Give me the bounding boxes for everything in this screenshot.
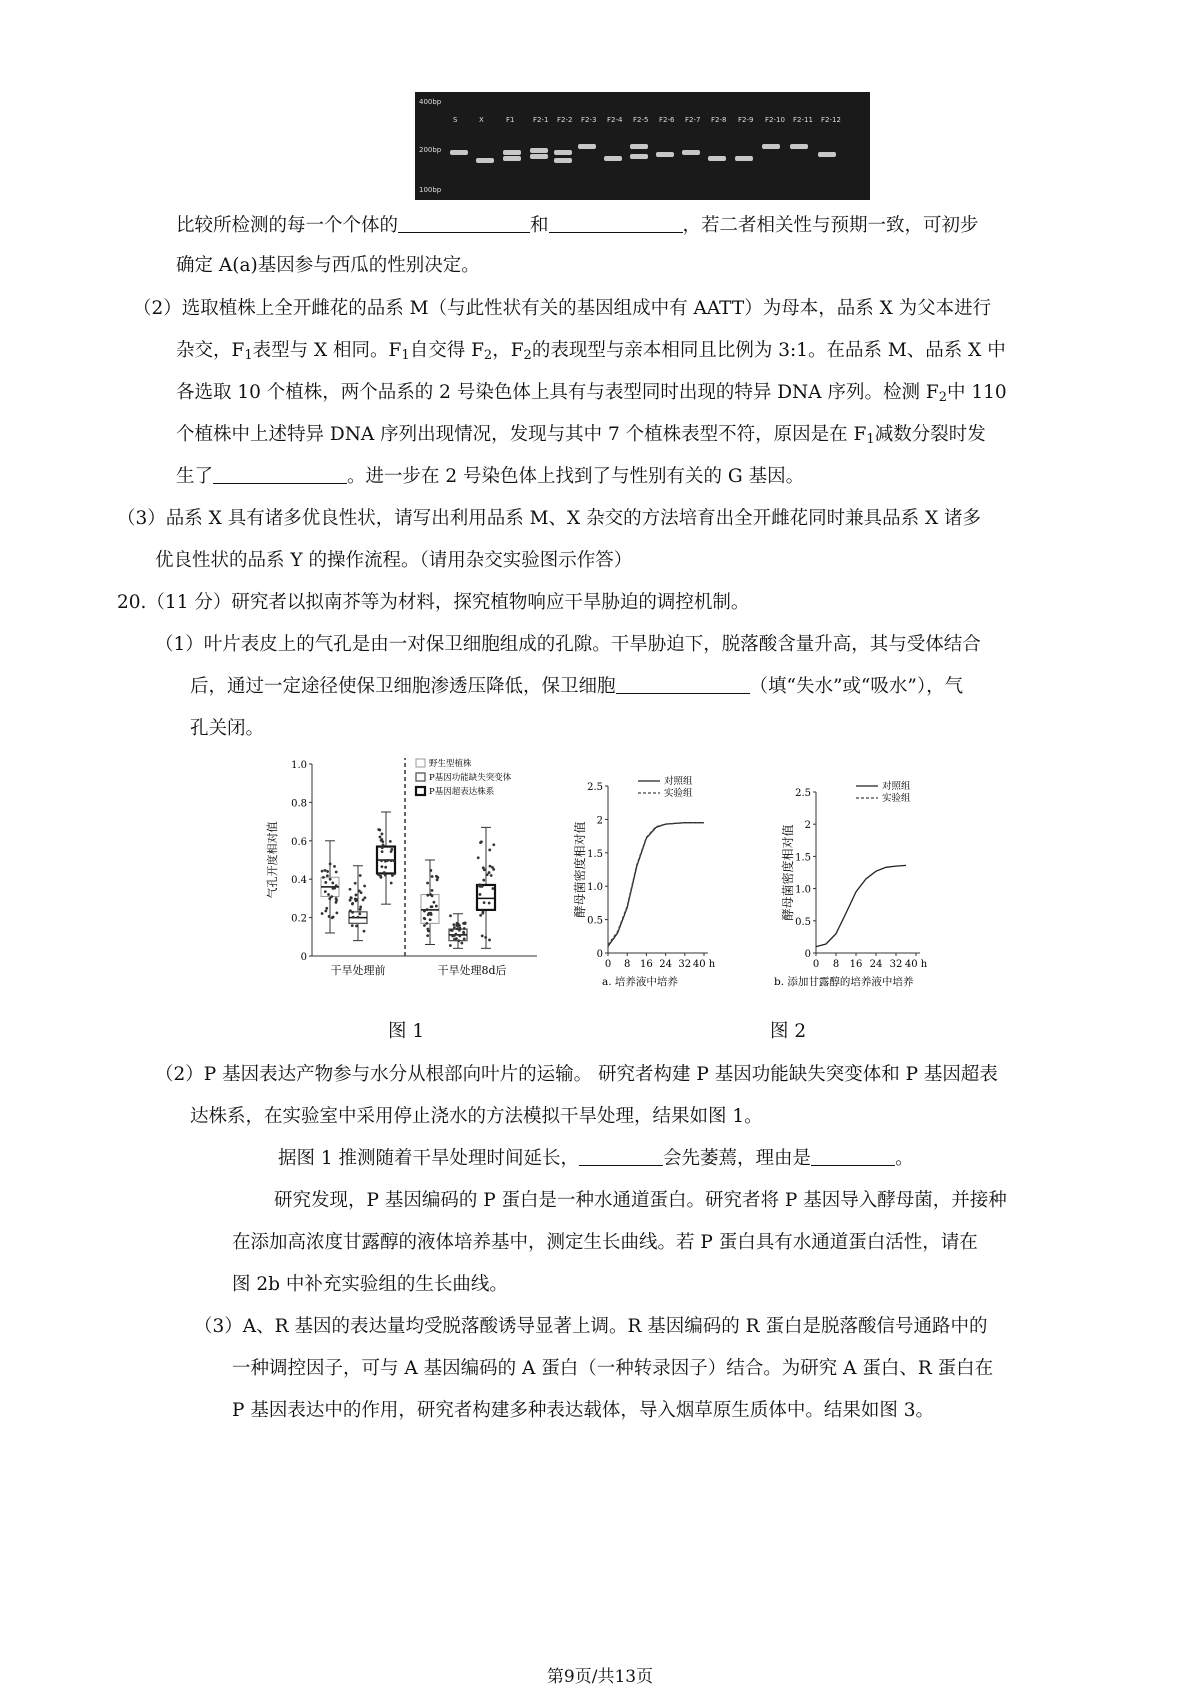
data-point	[381, 846, 384, 849]
subscript: 1	[866, 432, 875, 447]
data-point	[349, 899, 352, 902]
text: 杂交，F	[176, 340, 245, 361]
legend-label: P基因超表达株系	[429, 787, 495, 797]
q19-part2-line4	[176, 423, 986, 452]
series-line	[608, 823, 704, 947]
data-point	[349, 888, 352, 891]
marker-label: 100bp	[419, 186, 442, 194]
page-footer: 第9页/共13页	[546, 1667, 654, 1687]
y-tick-label: 2.5	[587, 782, 603, 793]
q20-part3-line1: （3）A、R 基因的表达量均受脱落酸诱导显著上调。R 基因编码的 R 蛋白是脱落酸信号通路中的	[194, 1316, 988, 1337]
data-point	[354, 882, 357, 885]
legend-label: 实验组	[664, 788, 693, 799]
data-point	[390, 850, 393, 853]
q20-part1-line2	[190, 675, 963, 699]
answer-blank[interactable]	[579, 1147, 663, 1166]
data-point	[379, 836, 382, 839]
data-point	[427, 929, 430, 932]
data-point	[425, 922, 428, 925]
text: 和	[530, 215, 549, 236]
chart-title: a. 培养液中培养	[602, 976, 678, 988]
subscript: 2	[483, 348, 493, 363]
y-tick-label: 1.0	[291, 760, 307, 771]
data-point	[381, 840, 384, 843]
marker-label: 200bp	[419, 146, 442, 154]
group-label: 干旱处理8d后	[437, 964, 507, 977]
data-point	[488, 849, 491, 852]
answer-blank[interactable]	[213, 465, 347, 484]
q19-part3-line1: （3）品系 X 具有诸多优良性状，请写出利用品系 M、X 杂交的方法培育出全开雌花同时兼具品系 X 诸多	[117, 508, 982, 529]
data-point	[331, 881, 334, 884]
data-point	[463, 938, 466, 941]
gel-band	[708, 156, 726, 161]
data-point	[426, 894, 429, 897]
data-point	[491, 866, 494, 869]
y-tick-label: 2	[596, 815, 603, 827]
text: 各选取 10 个植株，两个品系的 2 号染色体上具有与表型同时出现的特异 DNA 序列。检测 F	[176, 382, 939, 403]
x-tick-label: 40 h	[904, 959, 928, 970]
gel-lane-label: F2-5	[633, 116, 649, 124]
gel-band	[682, 150, 700, 155]
y-tick-label: 0.6	[291, 836, 307, 848]
x-tick-label: 32	[889, 959, 903, 970]
q19-part2-line1: （2）选取植株上全开雌花的品系 M（与此性状有关的基因组成中有 AATT）为母本，品系 X 为父本进行	[133, 298, 992, 319]
x-tick-label: 16	[640, 959, 653, 970]
answer-blank[interactable]	[811, 1147, 895, 1166]
data-point	[333, 887, 336, 890]
data-point	[321, 870, 324, 873]
data-point	[384, 874, 387, 877]
gel-lane-label: F2-7	[685, 116, 701, 124]
data-point	[483, 868, 486, 871]
data-point	[481, 885, 484, 888]
figure2-caption: 图 2	[770, 1021, 807, 1042]
data-point	[482, 879, 485, 882]
data-point	[449, 914, 452, 917]
data-point	[430, 905, 433, 908]
gel-lane-label: S	[453, 116, 458, 124]
x-tick-label: 0	[604, 959, 612, 970]
y-tick-label: 0.2	[291, 913, 307, 925]
chart-title: b. 添加甘露醇的培养液中培养	[774, 976, 914, 988]
legend-swatch	[416, 773, 425, 781]
data-point	[423, 917, 426, 920]
data-point	[383, 871, 386, 874]
data-point	[386, 859, 389, 862]
data-point	[462, 931, 465, 934]
data-point	[326, 874, 329, 877]
data-point	[479, 914, 482, 917]
data-point	[335, 884, 338, 887]
data-point	[488, 902, 491, 905]
gel-lane-label: X	[479, 116, 484, 124]
data-point	[426, 934, 429, 937]
data-point	[478, 884, 481, 887]
gel-electrophoresis-image	[415, 92, 870, 200]
subscript: 2	[938, 390, 947, 405]
text: 表型与 X 相同。F	[252, 340, 402, 361]
q19-part2-line3	[176, 381, 1007, 410]
gel-lane-label: F2-9	[738, 116, 754, 124]
data-point	[329, 878, 332, 881]
text: 自交得 F	[409, 340, 484, 361]
data-point	[363, 930, 366, 933]
data-point	[380, 859, 383, 862]
data-point	[458, 929, 461, 932]
text: 后，通过一定途径使保卫细胞渗透压降低，保卫细胞	[190, 676, 616, 697]
q20-part2-line1: （2）P 基因表达产物参与水分从根部向叶片的运输。 研究者构建 P 基因功能缺失突变体和 P 基因超表	[155, 1064, 998, 1085]
text: 的表现型与亲本相同且比例为 3:1。在品系 M、品系 X 中	[531, 340, 1006, 361]
gel-band	[530, 154, 548, 159]
data-point	[451, 929, 454, 932]
data-point	[324, 881, 327, 884]
gel-band	[530, 148, 548, 153]
data-point	[453, 926, 456, 929]
marker-label: 400bp	[419, 98, 442, 106]
data-point	[431, 894, 434, 897]
data-point	[436, 876, 439, 879]
y-tick-label: 1.5	[587, 848, 603, 860]
data-point	[335, 911, 338, 914]
legend-swatch	[416, 759, 425, 767]
gel-band	[630, 154, 648, 159]
data-point	[428, 912, 431, 915]
group-label: 干旱处理前	[330, 964, 386, 977]
q20-part2-line6: 图 2b 中补充实验组的生长曲线。	[232, 1274, 508, 1295]
data-point	[458, 924, 461, 927]
x-tick-label: 16	[849, 959, 863, 970]
subscript: 1	[244, 348, 253, 363]
data-point	[335, 871, 338, 874]
data-point	[488, 871, 491, 874]
x-tick-label: 0	[812, 959, 820, 970]
data-point	[452, 923, 455, 926]
y-tick-label: 0	[596, 949, 603, 960]
answer-blank[interactable]	[398, 214, 530, 233]
data-point	[492, 843, 495, 846]
x-tick-label: 40 h	[692, 959, 716, 970]
gel-lane-label: F2-8	[711, 116, 727, 124]
data-point	[329, 863, 332, 866]
gel-band	[476, 158, 494, 163]
gel-band	[604, 156, 622, 161]
data-point	[431, 889, 434, 892]
gel-band	[790, 144, 808, 149]
gel-band	[630, 144, 648, 149]
q20-part1-line1: （1）叶片表皮上的气孔是由一对保卫细胞组成的孔隙。干旱胁迫下，脱落酸含量升高，其与受体结合	[155, 634, 981, 655]
text: 会先萎蔫，理由是	[663, 1148, 812, 1169]
data-point	[377, 873, 380, 876]
data-point	[325, 907, 328, 910]
data-point	[333, 865, 336, 868]
data-point	[480, 840, 483, 843]
q20-part2-line3	[278, 1147, 914, 1171]
data-point	[335, 897, 338, 900]
data-point	[460, 942, 463, 945]
answer-blank[interactable]	[616, 675, 750, 694]
gel-lane-label: F2-3	[581, 116, 597, 124]
data-point	[331, 916, 334, 919]
gel-band	[656, 152, 674, 157]
subscript: 2	[523, 348, 532, 363]
data-point	[359, 908, 362, 911]
data-point	[484, 936, 487, 939]
x-tick-label: 24	[659, 959, 672, 970]
data-point	[324, 910, 327, 913]
gel-band	[554, 150, 572, 155]
answer-blank[interactable]	[549, 214, 683, 233]
x-tick-label: 8	[624, 959, 631, 970]
data-point	[324, 890, 327, 893]
q20-part1-line3: 孔关闭。	[190, 718, 265, 739]
gel-band	[503, 156, 521, 161]
subscript: 1	[401, 348, 410, 363]
data-point	[482, 910, 485, 913]
data-point	[389, 840, 392, 843]
legend-swatch	[416, 787, 425, 795]
q20-part3-line2: 一种调控因子，可与 A 基因编码的 A 蛋白（一种转录因子）结合。为研究 A 蛋白、R 蛋白在	[232, 1358, 994, 1379]
gel-lane-label: F2-10	[765, 116, 785, 124]
data-point	[357, 916, 360, 919]
y-tick-label: 1.5	[795, 852, 811, 864]
text: 生了	[176, 466, 214, 487]
gel-band	[503, 150, 521, 155]
data-point	[330, 895, 333, 898]
data-point	[381, 850, 384, 853]
data-point	[382, 844, 385, 847]
q19-part2-line2	[176, 339, 1006, 368]
data-point	[384, 866, 387, 869]
data-point	[488, 939, 491, 942]
data-point	[363, 885, 366, 888]
data-point	[464, 922, 467, 925]
data-point	[328, 915, 331, 918]
data-point	[423, 924, 426, 927]
text: ，若二者相关性与预期一致，可初步	[682, 215, 979, 236]
y-tick-label: 0.5	[795, 916, 811, 928]
q20-part2-line2: 达株系，在实验室中采用停止浇水的方法模拟干旱处理，结果如图 1。	[190, 1106, 763, 1127]
data-point	[429, 918, 432, 921]
y-tick-label: 0	[300, 952, 307, 963]
data-point	[392, 859, 395, 862]
legend-label: 野生型植株	[429, 759, 472, 769]
data-point	[351, 903, 354, 906]
data-point	[433, 901, 436, 904]
data-point	[436, 878, 439, 881]
y-tick-label: 2	[804, 820, 811, 832]
text: （填“失水”或“吸水”），气	[749, 676, 964, 697]
data-point	[491, 887, 494, 890]
data-point	[377, 828, 380, 831]
data-point	[479, 893, 482, 896]
data-point	[322, 876, 325, 879]
data-point	[355, 925, 358, 928]
data-point	[351, 911, 354, 914]
q20-title: 20.（11 分）研究者以拟南芥等为材料，探究植物响应干旱胁迫的调控机制。	[117, 592, 750, 613]
gel-lane-label: F1	[506, 116, 515, 124]
q19-part2-line5	[176, 465, 804, 489]
gel-band	[554, 158, 572, 163]
data-point	[359, 905, 362, 908]
data-point	[355, 898, 358, 901]
y-tick-label: 0.8	[291, 798, 307, 810]
gel-band	[762, 144, 780, 149]
data-point	[435, 905, 438, 908]
data-point	[350, 896, 353, 899]
data-point	[351, 924, 354, 927]
x-tick-label: 8	[832, 959, 840, 970]
y-axis-label: 酵母菌密度相对值	[573, 821, 587, 918]
y-tick-label: 0	[804, 949, 811, 960]
gel-band	[735, 156, 753, 161]
data-point	[454, 933, 457, 936]
gel-band	[578, 144, 596, 149]
figure2b-growth-chart	[766, 775, 976, 1002]
series-line	[608, 823, 704, 945]
y-axis-label: 气孔开度相对值	[266, 821, 279, 899]
series-line	[816, 865, 906, 946]
data-point	[327, 893, 330, 896]
data-point	[381, 833, 384, 836]
text: 减数分裂时发	[874, 424, 986, 445]
gel-lane-label: F2-4	[607, 116, 623, 124]
gel-lane-label: F2-11	[793, 116, 813, 124]
x-tick-label: 24	[869, 959, 883, 970]
text: 比较所检测的每一个个体的	[176, 215, 399, 236]
data-point	[324, 869, 327, 872]
data-point	[429, 869, 432, 872]
y-tick-label: 1.0	[587, 882, 603, 894]
legend-label: 对照组	[664, 776, 693, 787]
data-point	[431, 875, 434, 878]
data-point	[380, 876, 383, 879]
q20-part2-line5: 在添加高浓度甘露醇的液体培养基中，测定生长曲线。若 P 蛋白具有水通道蛋白活性，请在	[232, 1232, 978, 1253]
y-axis-label: 酵母菌密度相对值	[781, 824, 795, 921]
x-tick-label: 32	[678, 959, 692, 970]
figure1-boxplot	[266, 752, 582, 1002]
y-tick-label: 1.0	[795, 884, 811, 896]
data-point	[490, 874, 493, 877]
gel-lane-label: F2-2	[557, 116, 573, 124]
data-point	[457, 939, 460, 942]
data-point	[358, 913, 361, 916]
y-tick-label: 0.5	[587, 915, 603, 927]
data-point	[392, 873, 395, 876]
data-point	[453, 938, 456, 941]
q20-part2-line4: 研究发现，P 基因编码的 P 蛋白是一种水通道蛋白。研究者将 P 基因导入酵母菌，并接种	[274, 1190, 1007, 1211]
legend-label: 实验组	[882, 793, 911, 804]
gel-band	[450, 150, 468, 155]
gel-lane-label: F2-1	[533, 116, 549, 124]
text: ，F	[492, 340, 524, 361]
q20-part3-line3: P 基因表达中的作用，研究者构建多种表达载体，导入烟草原生质体中。结果如图 3。	[232, 1400, 934, 1421]
data-point	[477, 856, 480, 859]
legend-label: 对照组	[882, 781, 911, 792]
q19-line2: 确定 A(a)基因参与西瓜的性别决定。	[176, 255, 480, 276]
data-point	[381, 865, 384, 868]
legend-label: P基因功能缺失突变体	[429, 773, 512, 783]
data-point	[426, 908, 429, 911]
data-point	[483, 901, 486, 904]
text: 中 110	[946, 382, 1007, 403]
q19-part3-line2: 优良性状的品系 Y 的操作流程。（请用杂交实验图示作答）	[155, 550, 633, 571]
data-point	[463, 927, 466, 930]
data-point	[390, 859, 393, 862]
figure2a-growth-chart	[573, 770, 758, 1002]
data-point	[359, 874, 362, 877]
data-point	[426, 882, 429, 885]
gel-band	[818, 152, 836, 157]
data-point	[321, 912, 324, 915]
data-point	[352, 916, 355, 919]
data-point	[481, 934, 484, 937]
gel-lane-label: F2-12	[821, 116, 841, 124]
text: 个植株中上述特异 DNA 序列出现情况，发现与其中 7 个植株表型不符，原因是在 F	[176, 424, 867, 445]
y-tick-label: 0.4	[291, 875, 307, 887]
data-point	[449, 944, 452, 947]
text: 据图 1 推测随着干旱处理时间延长，	[278, 1148, 580, 1169]
data-point	[362, 898, 365, 901]
data-point	[355, 894, 358, 897]
data-point	[458, 934, 461, 937]
y-tick-label: 2.5	[795, 788, 811, 799]
data-point	[423, 910, 426, 913]
figure1-caption: 图 1	[388, 1021, 425, 1042]
data-point	[360, 891, 363, 894]
data-point	[489, 865, 492, 868]
data-point	[326, 870, 329, 873]
gel-lane-label: F2-6	[659, 116, 675, 124]
text: 。	[895, 1148, 914, 1169]
data-point	[486, 873, 489, 876]
data-point	[390, 882, 393, 885]
text: 。进一步在 2 号染色体上找到了与性别有关的 G 基因。	[347, 466, 805, 487]
q19-line1	[176, 214, 979, 238]
